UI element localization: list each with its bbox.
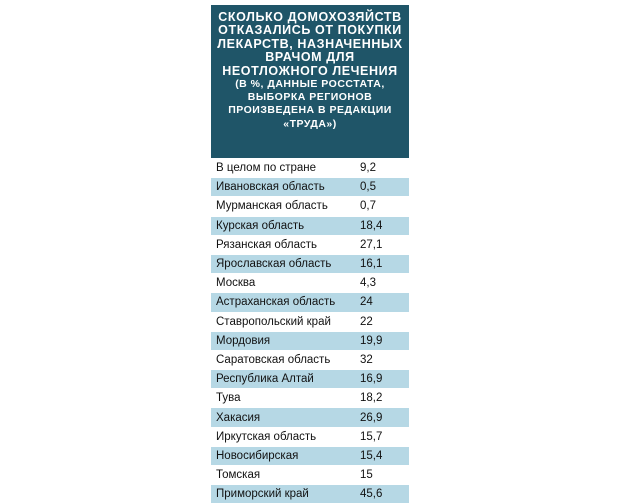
region-value: 19,9 [360,334,383,347]
table-row [211,293,409,312]
table-row [211,485,409,504]
table-row [211,370,409,389]
table-row [211,178,409,197]
region-name: Москва [216,277,256,290]
table-row [211,274,409,293]
region-value: 4,3 [360,277,376,290]
region-value: 24 [360,296,373,309]
table-row [211,236,409,255]
infobox [211,5,409,504]
region-value: 26,9 [360,411,383,424]
region-value: 32 [360,353,373,366]
table-subtitle: (В %, ДАННЫЕ РОССТАТА, ВЫБОРКА РЕГИОНОВ ПРОИЗВЕДЕНА В РЕДАКЦИИ «ТРУДА») [228,78,392,130]
region-value: 15 [360,469,373,482]
region-name: Курская область [216,219,305,232]
table-row [211,389,409,408]
region-value: 18,2 [360,392,383,405]
table-row [211,351,409,370]
table-row [211,447,409,466]
table-header [211,5,409,158]
table-row [211,159,409,178]
data-table [211,159,409,504]
region-name: Саратовская область [216,353,331,366]
region-name: Ставропольский край [216,315,331,328]
table-row [211,428,409,447]
region-value: 45,6 [360,488,383,501]
region-name: Новосибирская [216,449,299,462]
table-row [211,466,409,485]
region-value: 18,4 [360,219,383,232]
region-value: 0,5 [360,181,376,194]
region-value: 15,7 [360,430,383,443]
region-value: 9,2 [360,162,376,175]
region-name: Тува [216,392,241,405]
region-name: Иркутская область [216,430,317,443]
region-name: Мордовия [216,334,271,347]
region-name: Хакасия [216,411,261,424]
region-name: Астраханская область [216,296,336,309]
region-value: 27,1 [360,238,383,251]
region-name: Ярославская область [216,258,332,271]
table-row [211,313,409,332]
table-row [211,217,409,236]
region-name: Республика Алтай [216,373,314,386]
region-name: Рязанская область [216,238,317,251]
region-value: 16,1 [360,258,383,271]
region-name: Приморский край [216,488,309,501]
region-value: 16,9 [360,373,383,386]
table-row [211,408,409,427]
region-value: 15,4 [360,449,383,462]
table-row [211,332,409,351]
region-value: 22 [360,315,373,328]
table-row [211,255,409,274]
table-row [211,197,409,216]
region-value: 0,7 [360,200,376,213]
region-name: В целом по стране [216,162,317,175]
table-title: СКОЛЬКО ДОМОХОЗЯЙСТВ ОТКАЗАЛИСЬ ОТ ПОКУПКИ ЛЕКАРСТВ, НАЗНАЧЕННЫХ ВРАЧОМ ДЛЯ НЕОТЛОЖНОГО ЛЕЧЕНИЯ [217,10,403,78]
region-name: Мурманская область [216,200,328,213]
region-name: Томская [216,469,261,482]
region-name: Ивановская область [216,181,325,194]
